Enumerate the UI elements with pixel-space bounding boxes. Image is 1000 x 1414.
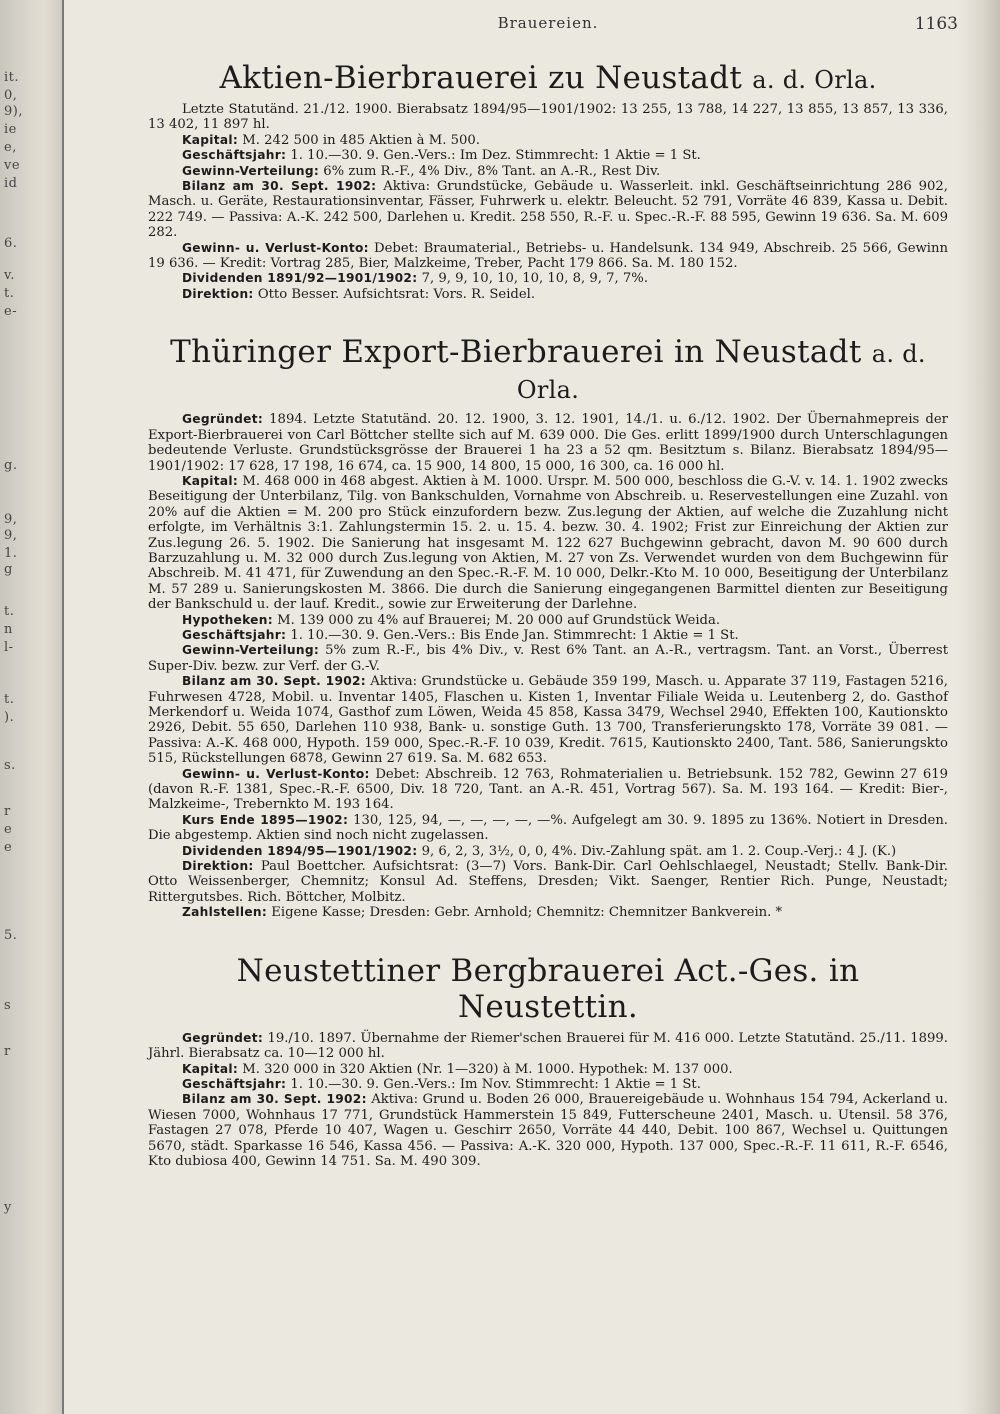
field-text: 130, 125, 94, —, —, —, —, —%. Aufgelegt am 30. 9. 1895 zu 136%. Notiert in Dresden. Die abgestemp. Aktien sind noch nicht zugelassen. — [148, 812, 948, 844]
margin-fragment: y — [4, 1200, 12, 1215]
margin-fragment: t. — [4, 604, 15, 619]
margin-fragment: 0, — [4, 88, 18, 103]
entry-paragraph — [148, 164, 948, 179]
field-label: Bilanz am 30. Sept. 1902: — [182, 674, 366, 689]
field-label: Gewinn- u. Verlust-Konto: — [182, 240, 369, 255]
field-label: Kurs Ende 1895—1902: — [182, 812, 349, 827]
margin-fragment: e- — [4, 304, 18, 319]
field-label: Dividenden 1894/95—1901/1902: — [182, 843, 418, 858]
field-text: M. 320 000 in 320 Aktien (Nr. 1—320) à M. 1000. Hypothek: M. 137 000. — [242, 1061, 733, 1077]
margin-fragment: t. — [4, 286, 15, 301]
margin-fragment: 5. — [4, 928, 18, 943]
entry-paragraph — [148, 148, 948, 163]
margin-fragment: s. — [4, 758, 16, 773]
margin-fragment: 1. — [4, 546, 18, 561]
field-text: Aktiva: Grundstücke, Gebäude u. Wasserleit. inkl. Geschäftseinrichtung 286 902, Masch. u. Geräte, Restaurationsinventar, Fässer, Fuhrwerk u. elektr. Beleucht. 52 791, Vorräte 46 839, Kassa u. Debit. 222 749. — Passiva: A.-K. 242 500, Darlehen u. Kredit. 258 550, R.-F. u. Spec.-R.-F. 88 595, Gewinn 19 636. Sa. M. 609 282. — [148, 179, 948, 241]
field-text: 5% zum R.-F., bis 4% Div., v. Rest 6% Tant. an A.-R., vertragsm. Tant. an Vorst., Überrest Super-Div. bezw. zur Verf. der G.-V. — [148, 643, 948, 674]
margin-fragment: 9, — [4, 512, 18, 527]
field-label: Direktion: — [182, 286, 254, 301]
margin-fragment: 9), — [4, 104, 23, 119]
margin-fragment: 6. — [4, 236, 18, 251]
entry-paragraph — [148, 844, 948, 859]
field-label: Zahlstellen: — [182, 905, 268, 920]
field-text: 19./10. 1897. Übernahme der Riemer'schen Brauerei für M. 416 000. Letzte Statutänd. 25./11. 1899. Jährl. Bierabsatz ca. 10—12 000 hl. — [148, 1030, 948, 1062]
text-column — [148, 14, 958, 1169]
field-text: 1. 10.—30. 9. Gen.-Vers.: Bis Ende Jan. Stimmrecht: 1 Aktie = 1 St. — [290, 627, 739, 643]
margin-fragment: r — [4, 1044, 11, 1059]
field-label: Kapital: — [182, 1061, 239, 1076]
company-name: Thüringer Export-Bierbrauerei in Neustadt — [170, 334, 862, 371]
field-label: Geschäftsjahr: — [182, 1076, 287, 1091]
entry-paragraph — [148, 474, 948, 613]
previous-page-strip — [0, 0, 62, 1414]
entry-paragraph — [148, 412, 948, 474]
entry-paragraph — [148, 1077, 948, 1092]
field-label: Gewinn- u. Verlust-Konto: — [182, 766, 370, 781]
entry-paragraph — [148, 674, 948, 766]
field-label: Kapital: — [182, 473, 239, 488]
margin-fragment: e — [4, 822, 13, 837]
company-heading — [148, 334, 948, 406]
company-heading — [148, 60, 948, 96]
running-title: Brauereien. — [497, 14, 599, 32]
entry-paragraph — [148, 767, 948, 813]
field-label: Gegründet: — [182, 1030, 264, 1045]
company-heading — [148, 953, 948, 1025]
field-label: Geschäftsjahr: — [182, 148, 287, 163]
margin-fragment: it. — [4, 70, 20, 85]
margin-fragment: ie — [4, 122, 17, 137]
entry-paragraph — [148, 1092, 948, 1169]
entry-paragraph — [148, 133, 948, 148]
field-text: Otto Besser. Aufsichtsrat: Vors. R. Seidel. — [257, 286, 536, 302]
margin-fragment: g — [4, 562, 13, 577]
field-text: 7, 9, 9, 10, 10, 10, 10, 8, 9, 7, 7%. — [421, 271, 649, 287]
company-entries — [148, 60, 948, 1169]
field-text: Aktiva: Grundstücke u. Gebäude 359 199, Masch. u. Apparate 37 119, Fastagen 5216, Fuhrwesen 4728, Mobil. u. Inventar 1405, Flaschen u. Kisten 1, Inventar Filiale Weida u. Leutenberg 2, do. Gasthof Merkendorf u. Weida 1074, Gasthof zum Löwen, Weida 45 858, Kassa 3479, Wechsel 2940, Effekten 100, Kautionskto 2926, Debit. 55 650, Darlehen 110 938, Bank- u. sonstige Guth. 13 700, Transferierungskto 178, Vorräte 39 081. — Passiva: A.-K. 468 000, Hypoth. 159 000, Spec.-R.-F. 10 039, Kredit. 7615, Kautionskto 2400, Tant. 586, Sanierungskto 515, Rückstellungen 6878, Gewinn 27 619. Sa. M. 682 653. — [148, 674, 948, 767]
company-name: Neustettiner Bergbrauerei Act.-Ges. in Neustettin. — [236, 952, 860, 1025]
margin-fragment: e — [4, 840, 13, 855]
company-name: Aktien-Bierbrauerei zu Neustadt — [219, 60, 743, 96]
company-location: a. d. Orla. — [752, 66, 877, 94]
margin-fragment: id — [4, 176, 18, 191]
margin-fragment: v. — [4, 268, 15, 283]
field-text: 9, 6, 2, 3, 3½, 0, 0, 4%. Div.-Zahlung spät. am 1. 2. Coup.-Verj.: 4 J. (K.) — [421, 843, 897, 859]
margin-fragment: r — [4, 804, 11, 819]
field-text: M. 139 000 zu 4% auf Brauerei; M. 20 000 auf Grundstück Weida. — [277, 612, 721, 628]
margin-fragment: g. — [4, 458, 18, 473]
page-number: 1163 — [914, 14, 958, 34]
margin-fragment: 9, — [4, 528, 18, 543]
entry-paragraph — [148, 613, 948, 628]
field-label: Hypotheken: — [182, 612, 273, 627]
margin-fragment: e, — [4, 140, 17, 155]
field-label: Dividenden 1891/92—1901/1902: — [182, 271, 418, 286]
field-text: 1. 10.—30. 9. Gen.-Vers.: Im Nov. Stimmrecht: 1 Aktie = 1 St. — [290, 1076, 701, 1092]
entry-paragraph — [148, 1062, 948, 1077]
field-text: Letzte Statutänd. 21./12. 1900. Bierabsatz 1894/95—1901/1902: 13 255, 13 788, 14 227, 13 855, 13 857, 13 336, 13 402, 11 897 hl. — [148, 102, 948, 133]
field-text: Debet: Braumaterial., Betriebs- u. Handelsunk. 134 949, Abschreib. 25 566, Gewinn 19 636. — Kredit: Vortrag 285, Bier, Malzkeime, Treber, Pacht 179 866. Sa. M. 180 152. — [148, 240, 948, 272]
running-header — [148, 14, 958, 38]
section-gap — [148, 302, 948, 312]
field-label: Geschäftsjahr: — [182, 627, 287, 642]
field-text: 6% zum R.-F., 4% Div., 8% Tant. an A.-R., Rest Div. — [323, 163, 661, 179]
field-label: Gewinn-Verteilung: — [182, 163, 320, 178]
entry-paragraph — [148, 859, 948, 905]
field-text: Eigene Kasse; Dresden: Gebr. Arnhold; Chemnitz: Chemnitzer Bankverein. * — [271, 905, 783, 921]
entry-paragraph — [148, 643, 948, 674]
field-text: Debet: Abschreib. 12 763, Rohmaterialien u. Betriebsunk. 152 782, Gewinn 27 619 (davon R.-F. 1381, Spec.-R.-F. 6500, Div. 18 720, Tant. an A.-R. 451, Vortrag 567). Sa. M. 193 164. — Kredit: Bier-, Malzkeime-, Trebernkto M. 193 164. — [148, 766, 948, 813]
field-text: Paul Boettcher. Aufsichtsrat: (3—7) Vors. Bank-Dir. Carl Oehlschlaegel, Neustadt; Stellv. Bank-Dir. Otto Weissenberger, Chemnitz; Konsul Ad. Steffens, Dresden; Vikt. Saenger, Rentier Rich. Punge, Neustadt; Rittergutsbes. Rich. Böttcher, Molbitz. — [148, 859, 948, 905]
company-location: a. d. Orla. — [516, 340, 926, 405]
margin-fragment: ve — [4, 158, 21, 173]
section-gap — [148, 921, 948, 931]
entry-paragraph — [148, 271, 948, 286]
margin-fragment: t. — [4, 692, 15, 707]
entry-paragraph — [148, 813, 948, 844]
margin-fragment: n — [4, 622, 13, 637]
margin-fragment: l- — [4, 640, 14, 655]
field-label: Direktion: — [182, 859, 254, 874]
field-text: 1. 10.—30. 9. Gen.-Vers.: Im Dez. Stimmrecht: 1 Aktie = 1 St. — [290, 148, 701, 164]
margin-fragment: ). — [4, 710, 15, 725]
entry-paragraph — [148, 905, 948, 920]
field-label: Gewinn-Verteilung: — [182, 643, 320, 658]
field-label: Gegründet: — [182, 412, 264, 427]
field-label: Kapital: — [182, 132, 239, 147]
field-text: 1894. Letzte Statutänd. 20. 12. 1900, 3. 12. 1901, 14./1. u. 6./12. 1902. Der Übernahmepreis der Export-Bierbrauerei von Carl Böttcher stellte sich auf M. 639 000. Die Ges. erlitt 1899/1900 durch Unterschlagungen bedeutende Verluste. Grundstücksgrösse der Brauerei 1 ha 23 a 52 qm. Besitztum s. Bilanz. Bierabsatz 1894/95—1901/1902: 17 628, 17 198, 16 674, ca. 15 900, 14 800, 15 000, 16 300, ca. 16 000 hl. — [148, 412, 948, 474]
field-text: M. 468 000 in 468 abgest. Aktien à M. 1000. Urspr. M. 500 000, beschloss die G.-V. v. 14. 1. 1902 zwecks Beseitigung der Unterbilanz, Tilg. von Bankschulden, Vornahme von Abschreib. u. Reservestellungen eine Zuzahl. von 20% auf die Aktien = M. 200 pro Stück einzufordern bezw. Zus.legung der Aktien, auf welche die Zuzahlung nicht erfolgte, im Verhältnis 3:1. Zahlungstermin 15. 2. u. 15. 4. bezw. 30. 4. 1902; Frist zur Einreichung der Aktien zur Zus.legung 26. 5. 1902. Die Sanierung hat insgesamt M. 122 627 Buchgewinn gebracht, davon M. 90 600 durch Barzuzahlung u. M. 32 000 durch Zus.legung von Aktien, M. 27 von Zs. Verwendet wurden von dem Buchgewinn für Abschreib. M. 41 471, für Zuwendung an den Spec.-R.-F. M. 10 000, Delkr.-Kto M. 10 000, Beseitigung der Unterbilanz M. 57 289 u. Sanierungskosten M. 3866. Die durch die Sanierung eingegangenen Barmittel dienten zur Beseitigung der Bankschuld u. der lauf. Kredit., sowie zur Erweiterung der Darlehne. — [148, 473, 948, 613]
page-edge-shadow — [958, 0, 1000, 1414]
book-page — [64, 0, 1000, 1414]
margin-fragment: s — [4, 998, 12, 1013]
field-label: Bilanz am 30. Sept. 1902: — [182, 179, 377, 194]
entry-paragraph — [148, 628, 948, 643]
entry-paragraph — [148, 287, 948, 302]
entry-paragraph — [148, 102, 948, 133]
field-label: Bilanz am 30. Sept. 1902: — [182, 1092, 367, 1107]
field-text: M. 242 500 in 485 Aktien à M. 500. — [242, 132, 480, 148]
entry-paragraph — [148, 241, 948, 272]
field-text: Aktiva: Grund u. Boden 26 000, Brauereigebäude u. Wohnhaus 154 794, Ackerland u. Wiesen 7000, Wohnhaus 17 771, Grundstück Hammerstein 15 849, Futterscheune 2401, Masch. u. Utensil. 58 376, Fastagen 27 078, Pferde 10 407, Wagen u. Geschirr 2650, Vorräte 44 440, Debit. 100 867, Wechsel u. Quittungen 5670, städt. Sparkasse 16 546, Kassa 456. — Passiva: A.-K. 320 000, Hypoth. 137 000, Spec.-R.-F. 11 611, R.-F. 6546, Kto dubiosa 400, Gewinn 14 751. Sa. M. 490 309. — [148, 1092, 948, 1169]
entry-paragraph — [148, 179, 948, 241]
entry-paragraph — [148, 1031, 948, 1062]
